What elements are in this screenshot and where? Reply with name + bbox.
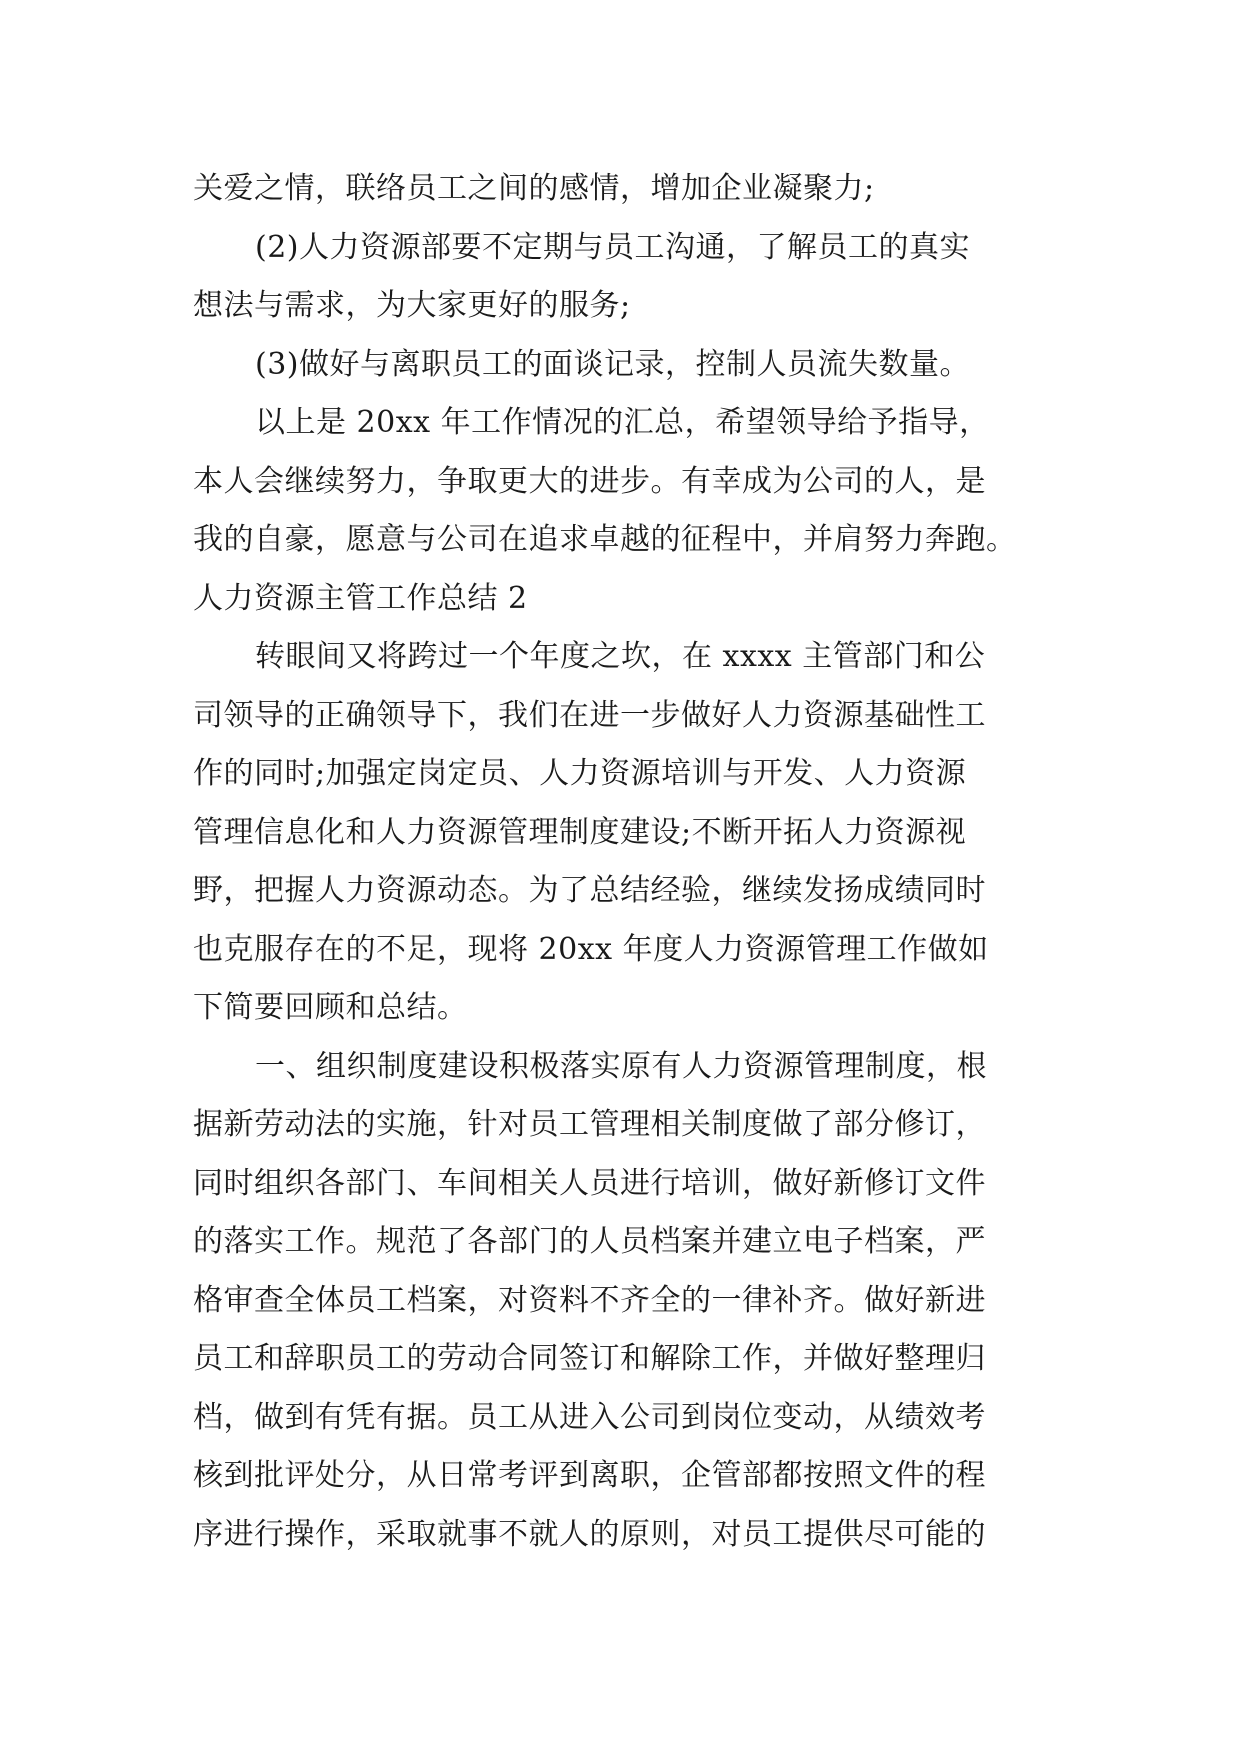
text-line: 以上是 20xx 年工作情况的汇总，希望领导给予指导， (255, 405, 990, 440)
text-line: 野，把握人力资源动态。为了总结经验，继续发扬成绩同时 (193, 873, 986, 908)
text-line: 本人会继续努力，争取更大的进步。有幸成为公司的人，是 (193, 463, 986, 499)
text-line: 我的自豪，愿意与公司在追求卓越的征程中，并肩努力奔跑。 (193, 522, 1017, 557)
text-line: 转眼间又将跨过一个年度之坎，在 xxxx 主管部门和公 (255, 639, 986, 674)
text-line: 同时组织各部门、车间相关人员进行培训，做好新修订文件 (193, 1165, 986, 1201)
text-line: 员工和辞职员工的劳动合同签订和解除工作，并做好整理归 (193, 1341, 986, 1376)
text-line: 一、组织制度建设积极落实原有人力资源管理制度，根 (255, 1048, 987, 1084)
text-line: 管理信息化和人力资源管理制度建设;不断开拓人力资源视 (193, 814, 967, 850)
text-line: 司领导的正确领导下，我们在进一步做好人力资源基础性工 (193, 697, 986, 733)
text-line: 序进行操作，采取就事不就人的原则，对员工提供尽可能的 (193, 1516, 986, 1552)
text-line: 核到批评处分，从日常考评到离职，企管部都按照文件的程 (193, 1458, 986, 1493)
text-line: 想法与需求，为大家更好的服务; (193, 288, 631, 323)
text-line: 下简要回顾和总结。 (193, 990, 468, 1025)
text-line: 档，做到有凭有据。员工从进入公司到岗位变动，从绩效考 (193, 1399, 986, 1435)
text-line: (3)做好与离职员工的面谈记录，控制人员流失数量。 (255, 346, 970, 382)
section-heading: 人力资源主管工作总结 2 (193, 580, 528, 616)
text-line: 作的同时;加强定岗定员、人力资源培训与开发、人力资源 (193, 756, 967, 791)
text-line: 格审查全体员工档案，对资料不齐全的一律补齐。做好新进 (193, 1282, 986, 1318)
text-line: 也克服存在的不足，现将 20xx 年度人力资源管理工作做如 (193, 931, 989, 967)
text-line: (2)人力资源部要不定期与员工沟通，了解员工的真实 (255, 229, 970, 265)
text-line: 的落实工作。规范了各部门的人员档案并建立电子档案，严 (193, 1224, 986, 1259)
text-line: 据新劳动法的实施，针对员工管理相关制度做了部分修订， (193, 1107, 986, 1142)
text-line: 关爱之情，联络员工之间的感情，增加企业凝聚力; (193, 171, 875, 206)
document-body (193, 160, 1063, 1564)
